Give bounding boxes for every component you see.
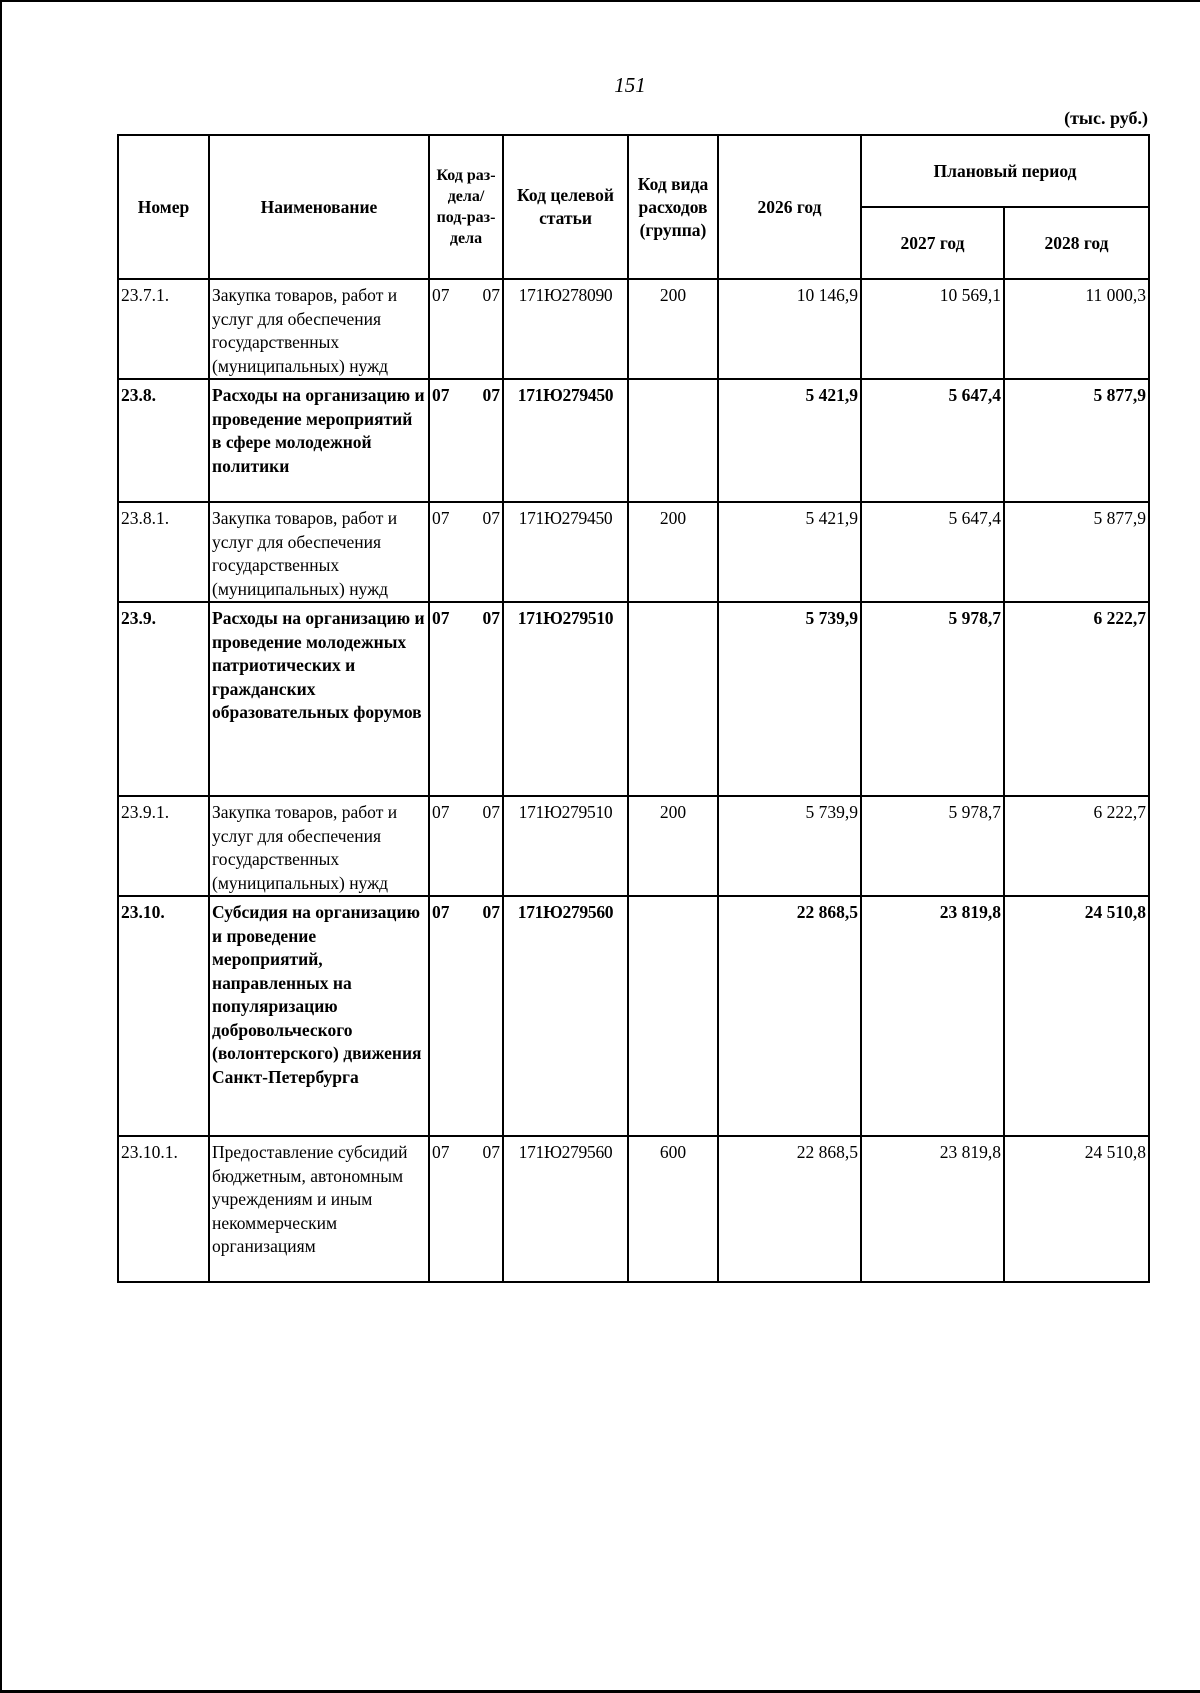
- subsection-code: 07: [482, 802, 500, 822]
- row-amount-2027: 5 647,4: [861, 502, 1004, 602]
- subsection-code: 07: [482, 508, 500, 528]
- row-number: 23.7.1.: [118, 279, 209, 379]
- row-section-code: [429, 896, 503, 1136]
- header-2027: 2027 год: [861, 207, 1004, 279]
- row-amount-2028: 5 877,9: [1004, 379, 1149, 502]
- row-amount-2028: 24 510,8: [1004, 1136, 1149, 1282]
- header-planned-period: Плановый период: [861, 135, 1149, 207]
- row-name: Закупка товаров, работ и услуг для обеспечения государственных (муниципальных) нужд: [209, 796, 429, 896]
- row-amount-2027: 5 978,7: [861, 796, 1004, 896]
- subsection-code: 07: [482, 902, 500, 922]
- table-row: [118, 896, 1149, 1136]
- row-amount-2028: 11 000,3: [1004, 279, 1149, 379]
- row-target-code: 171Ю279560: [503, 896, 628, 1136]
- header-2028: 2028 год: [1004, 207, 1149, 279]
- row-section-code: [429, 279, 503, 379]
- row-target-code: 171Ю279450: [503, 379, 628, 502]
- row-number: 23.10.1.: [118, 1136, 209, 1282]
- subsection-code: 07: [482, 385, 500, 405]
- row-expense-type: 200: [628, 279, 718, 379]
- budget-table: [117, 134, 1150, 1283]
- header-target: Код целевой статьи: [503, 135, 628, 279]
- row-section-code: [429, 502, 503, 602]
- row-name: Субсидия на организацию и проведение мероприятий, направленных на популяризацию добровольческого (волонтерского) движения Санкт-Петербурга: [209, 896, 429, 1136]
- row-section-code: [429, 379, 503, 502]
- table-row: [118, 602, 1149, 796]
- subsection-code: 07: [482, 285, 500, 305]
- header-type: Код вида расходов (группа): [628, 135, 718, 279]
- subsection-code: 07: [482, 1142, 500, 1162]
- scan-edge-top: [0, 0, 1200, 2]
- row-number: 23.9.1.: [118, 796, 209, 896]
- row-amount-2026: 10 146,9: [718, 279, 861, 379]
- row-amount-2028: 24 510,8: [1004, 896, 1149, 1136]
- row-target-code: 171Ю279510: [503, 796, 628, 896]
- row-target-code: 171Ю278090: [503, 279, 628, 379]
- row-amount-2026: 5 421,9: [718, 379, 861, 502]
- row-section-code: [429, 1136, 503, 1282]
- row-amount-2027: 10 569,1: [861, 279, 1004, 379]
- row-name: Расходы на организацию и проведение мероприятий в сфере молодежной политики: [209, 379, 429, 502]
- section-code: 07: [432, 902, 450, 922]
- header-section: Код раз-дела/ под-раз-дела: [429, 135, 503, 279]
- row-amount-2028: 5 877,9: [1004, 502, 1149, 602]
- table-row: [118, 279, 1149, 379]
- table-row: [118, 502, 1149, 602]
- row-expense-type: [628, 602, 718, 796]
- table-row: [118, 379, 1149, 502]
- row-section-code: [429, 796, 503, 896]
- unit-label: (тыс. руб.): [1064, 108, 1148, 128]
- row-name: Закупка товаров, работ и услуг для обеспечения государственных (муниципальных) нужд: [209, 502, 429, 602]
- row-amount-2026: 5 739,9: [718, 796, 861, 896]
- section-code: 07: [432, 1142, 450, 1162]
- header-row: [118, 135, 1149, 207]
- subsection-code: 07: [482, 608, 500, 628]
- row-amount-2028: 6 222,7: [1004, 602, 1149, 796]
- row-number: 23.9.: [118, 602, 209, 796]
- row-expense-type: 200: [628, 502, 718, 602]
- row-expense-type: 200: [628, 796, 718, 896]
- section-code: 07: [432, 608, 450, 628]
- table-row: [118, 796, 1149, 896]
- header-name: Наименование: [209, 135, 429, 279]
- row-amount-2026: 22 868,5: [718, 896, 861, 1136]
- page-number: 151: [614, 73, 646, 97]
- row-number: 23.8.1.: [118, 502, 209, 602]
- row-target-code: 171Ю279510: [503, 602, 628, 796]
- section-code: 07: [432, 508, 450, 528]
- row-name: Закупка товаров, работ и услуг для обеспечения государственных (муниципальных) нужд: [209, 279, 429, 379]
- row-amount-2027: 5 978,7: [861, 602, 1004, 796]
- section-code: 07: [432, 385, 450, 405]
- row-name: Расходы на организацию и проведение молодежных патриотических и гражданских образовательных форумов: [209, 602, 429, 796]
- table-row: [118, 1136, 1149, 1282]
- scan-edge-left: [0, 0, 2, 1693]
- row-section-code: [429, 602, 503, 796]
- header-2026: 2026 год: [718, 135, 861, 279]
- row-amount-2027: 23 819,8: [861, 896, 1004, 1136]
- row-target-code: 171Ю279450: [503, 502, 628, 602]
- section-code: 07: [432, 285, 450, 305]
- row-number: 23.8.: [118, 379, 209, 502]
- row-expense-type: [628, 379, 718, 502]
- section-code: 07: [432, 802, 450, 822]
- row-target-code: 171Ю279560: [503, 1136, 628, 1282]
- row-amount-2027: 5 647,4: [861, 379, 1004, 502]
- row-amount-2026: 5 739,9: [718, 602, 861, 796]
- row-expense-type: 600: [628, 1136, 718, 1282]
- row-amount-2026: 5 421,9: [718, 502, 861, 602]
- header-num: Номер: [118, 135, 209, 279]
- row-amount-2028: 6 222,7: [1004, 796, 1149, 896]
- row-expense-type: [628, 896, 718, 1136]
- row-name: Предоставление субсидий бюджетным, автономным учреждениям и иным некоммерческим организациям: [209, 1136, 429, 1282]
- row-amount-2026: 22 868,5: [718, 1136, 861, 1282]
- row-amount-2027: 23 819,8: [861, 1136, 1004, 1282]
- row-number: 23.10.: [118, 896, 209, 1136]
